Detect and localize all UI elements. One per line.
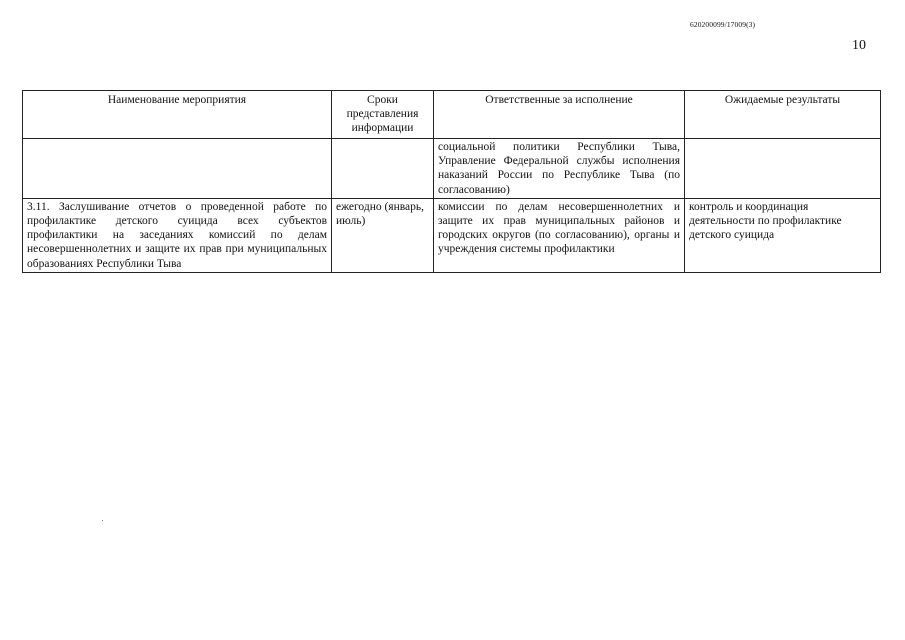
table-header-row [23, 91, 881, 139]
cell-deadline [332, 139, 434, 199]
cell-responsible: комиссии по делам несовершеннолетних и защите их прав муниципальных районов и городских округов (по согласованию), органы и учреждения системы профилактики [434, 198, 685, 272]
page-number: 10 [852, 38, 866, 53]
column-header-result: Ожидаемые результаты [685, 91, 881, 139]
cell-result: контроль и координация деятельности по профилактике детского суицида [685, 198, 881, 272]
cell-event: 3.11. Заслушивание отчетов о проведенной работе по профилактике детского суицида всех субъектов профилактики на заседаниях комиссий по делам несовершеннолетних и защите их прав при муниципальных образованиях Республики Тыва [23, 198, 332, 272]
table-row [23, 139, 881, 199]
action-plan-table [22, 90, 881, 273]
scan-speck [102, 520, 103, 521]
document-code: 620200099/17009(3) [690, 20, 756, 29]
table-row [23, 198, 881, 272]
cell-responsible: социальной политики Республики Тыва, Управление Федеральной службы исполнения наказаний России по Республике Тыва (по согласованию) [434, 139, 685, 199]
cell-event [23, 139, 332, 199]
cell-deadline: ежегодно (январь, июль) [332, 198, 434, 272]
column-header-responsible: Ответственные за исполнение [434, 91, 685, 139]
cell-result [685, 139, 881, 199]
column-header-event: Наименование мероприятия [23, 91, 332, 139]
column-header-deadline: Сроки представления информации [332, 91, 434, 139]
